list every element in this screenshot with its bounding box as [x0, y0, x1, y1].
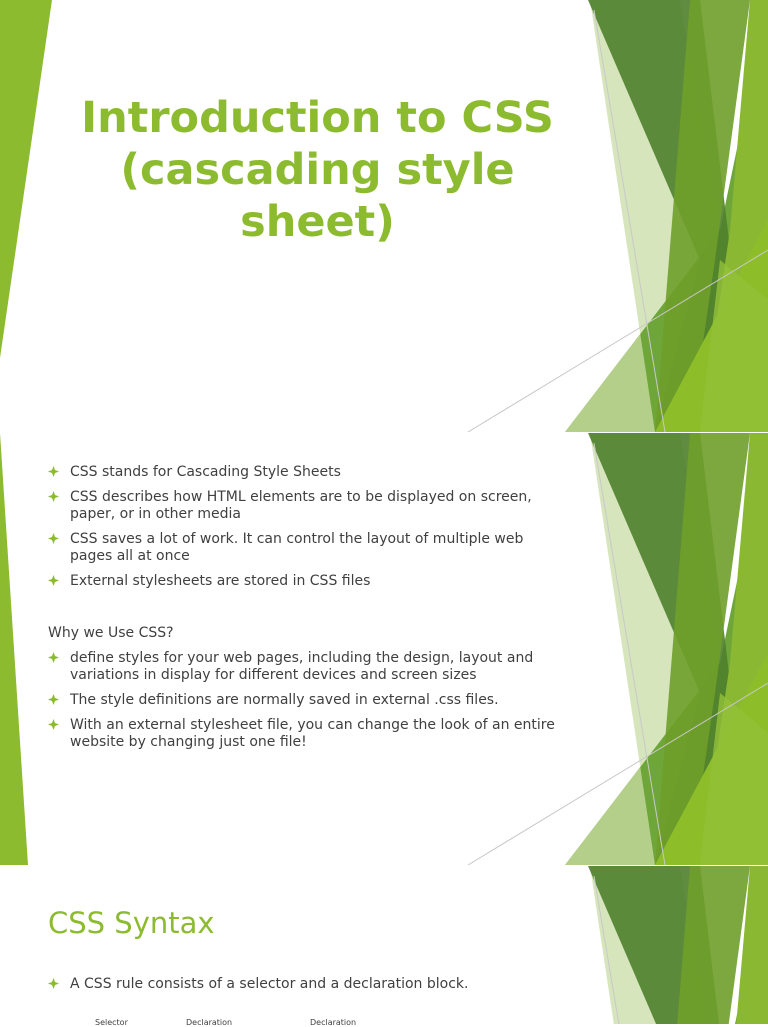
list-item — [48, 573, 558, 590]
list-item — [48, 464, 558, 481]
bullet-text: CSS stands for Cascading Style Sheets — [70, 464, 341, 480]
bullet-text: External stylesheets are stored in CSS files — [70, 573, 371, 589]
diamond-bullet-icon — [48, 652, 59, 663]
slide-syntax-heading: CSS Syntax — [48, 906, 215, 940]
list-item — [48, 717, 558, 751]
diamond-bullet-icon — [48, 575, 59, 586]
list-item — [48, 531, 558, 565]
why-bullet-list — [48, 650, 558, 759]
list-item — [48, 650, 558, 684]
diamond-bullet-icon — [48, 533, 59, 544]
diamond-bullet-icon — [48, 694, 59, 705]
bullet-text: With an external stylesheet file, you can change the look of an entire website by changing just one file! — [70, 717, 555, 750]
diamond-bullet-icon — [48, 719, 59, 730]
subheading: Why we Use CSS? — [48, 625, 174, 641]
slide-title-heading: Introduction to CSS (cascading style sheet) — [81, 93, 554, 247]
diamond-bullet-icon — [48, 491, 59, 502]
bullet-text: CSS saves a lot of work. It can control the layout of multiple web pages all at once — [70, 531, 524, 564]
bullet-text: define styles for your web pages, including the design, layout and variations in display for different devices and screen sizes — [70, 650, 534, 683]
intro-bullet-list — [48, 464, 558, 598]
list-item — [48, 692, 558, 709]
bullet-text: A CSS rule consists of a selector and a declaration block. — [70, 976, 469, 992]
slide-intro — [0, 433, 768, 865]
bullet-text: CSS describes how HTML elements are to be displayed on screen, paper, or in other media — [70, 489, 532, 522]
diagram-label-declaration: Declaration — [186, 1018, 233, 1027]
list-item — [48, 976, 558, 993]
slide-title — [0, 0, 768, 432]
diamond-bullet-icon — [48, 466, 59, 477]
diagram-label-selector: Selector — [95, 1018, 128, 1027]
diamond-bullet-icon — [48, 978, 59, 989]
list-item — [48, 489, 558, 523]
bullet-text: The style definitions are normally saved in external .css files. — [70, 692, 499, 708]
syntax-bullet-list — [48, 976, 558, 1001]
diagram-label-declaration: Declaration — [310, 1018, 357, 1027]
